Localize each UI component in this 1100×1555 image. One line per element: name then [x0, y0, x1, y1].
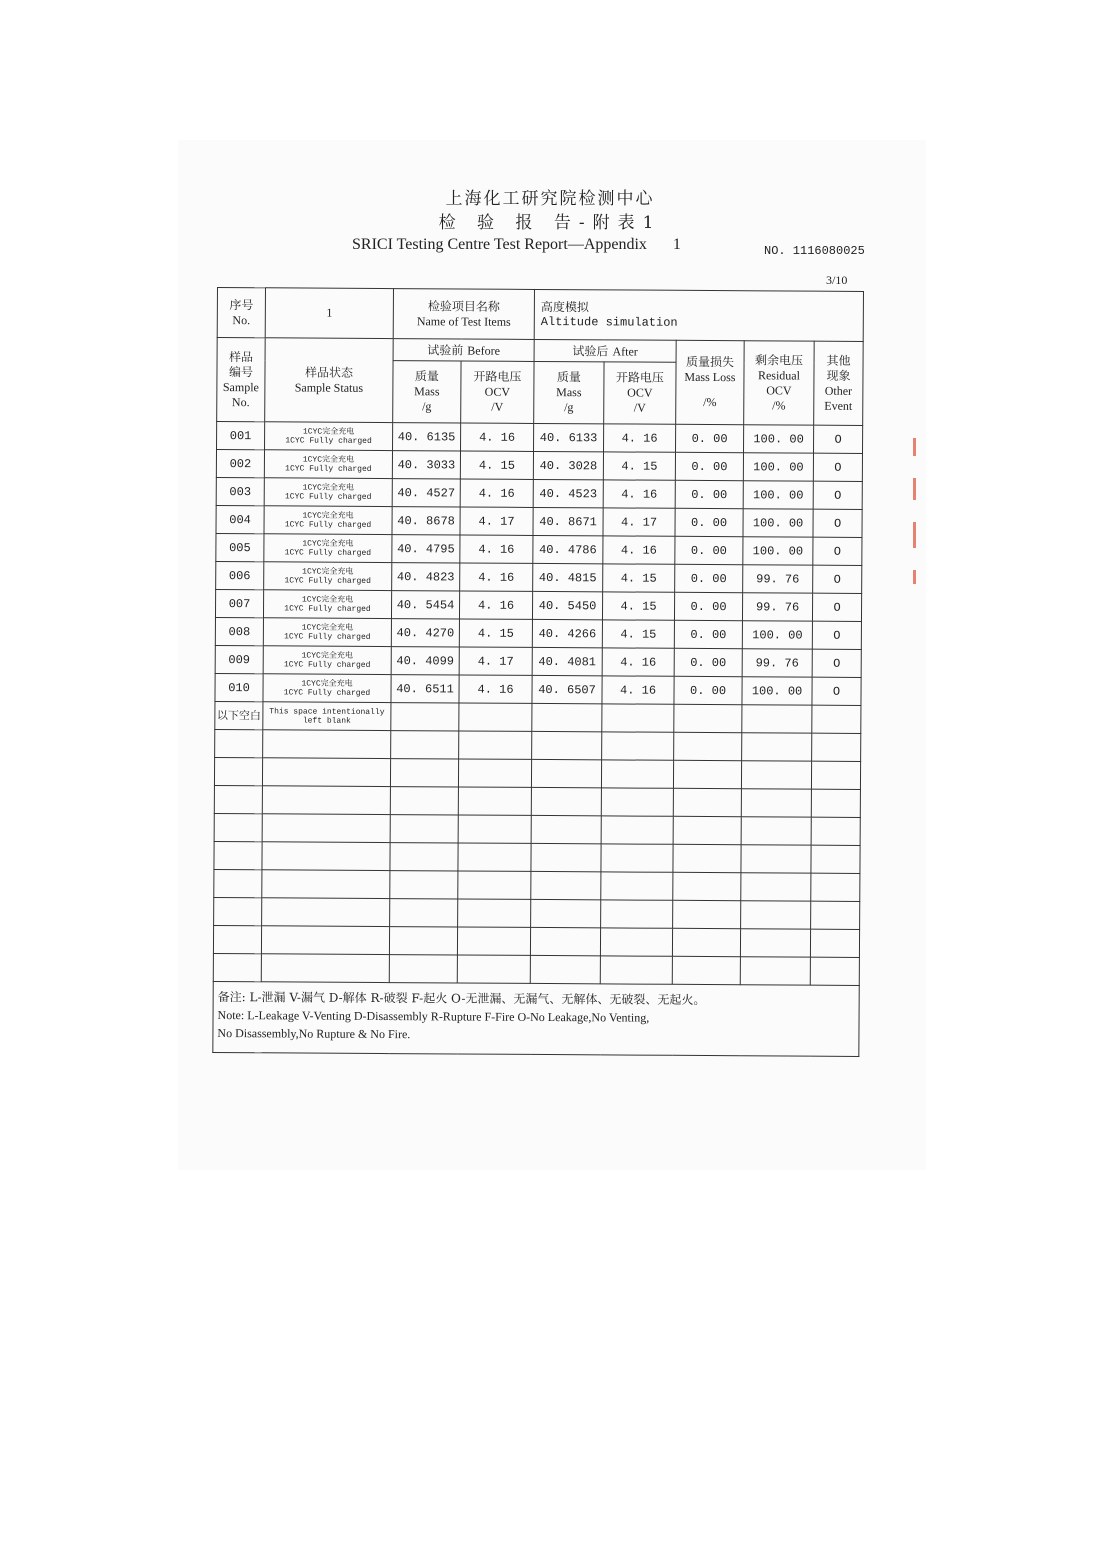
- sample-status: [263, 590, 391, 619]
- status-en: 1CYC Fully charged: [284, 519, 372, 530]
- empty-cell: [262, 814, 390, 843]
- empty-cell: [812, 705, 861, 733]
- blank-text-1: This space intentionally: [269, 706, 385, 717]
- status-en: 1CYC Fully charged: [284, 603, 371, 614]
- table-row: [216, 533, 862, 565]
- empty-cell: [532, 731, 602, 759]
- empty-cell: [741, 873, 811, 901]
- mass-unit: /g: [564, 400, 574, 415]
- empty-cell: [457, 955, 530, 983]
- table-row: [215, 645, 861, 677]
- other-event: O: [813, 537, 862, 565]
- empty-cell: [531, 759, 601, 787]
- empty-cell: [601, 760, 673, 788]
- sample-no: 005: [216, 533, 264, 561]
- mass-after: 40. 6507: [532, 675, 602, 703]
- table-row: [217, 422, 863, 454]
- test-value-en: Altitude simulation: [540, 314, 678, 330]
- ocv-after: 4. 16: [602, 676, 674, 704]
- mass-loss-header: [676, 340, 745, 424]
- empty-row: [214, 785, 860, 817]
- other-en1: Other: [824, 383, 853, 398]
- empty-cell: [811, 817, 860, 845]
- other-event: O: [813, 565, 862, 593]
- blank-text-2: left blank: [302, 716, 351, 726]
- empty-cell: [261, 926, 389, 955]
- sample-no-en1: Sample: [222, 379, 259, 394]
- status-cn: 1CYC完全充电: [301, 623, 354, 633]
- empty-cell: [810, 929, 859, 957]
- residual-ocv: 99. 76: [742, 593, 812, 621]
- appendix-number: 1: [672, 236, 681, 253]
- table-row: [216, 561, 862, 593]
- status-en: 1CYC Fully charged: [285, 463, 372, 474]
- mass-en: Mass: [414, 384, 440, 399]
- empty-cell: [531, 899, 601, 927]
- empty-cell: [674, 704, 742, 732]
- empty-cell: [390, 899, 458, 927]
- ocv-before-header: [461, 361, 534, 423]
- empty-row: [214, 869, 860, 901]
- ocv-after: 4. 15: [602, 592, 674, 620]
- ocv-cn: 开路电压: [615, 370, 665, 385]
- empty-cell: [600, 928, 672, 956]
- status-cn: 1CYC完全充电: [302, 511, 354, 521]
- empty-cell: [672, 956, 740, 984]
- sample-no: 001: [217, 422, 265, 450]
- ocv-en: OCV: [627, 385, 653, 400]
- empty-cell: [742, 733, 812, 761]
- empty-row: [213, 925, 859, 957]
- mass-after: 40. 4266: [532, 619, 602, 647]
- empty-cell: [602, 732, 674, 760]
- status-header: [265, 338, 394, 423]
- residual-ocv: 99. 76: [742, 649, 812, 677]
- mass-en: Mass: [556, 385, 582, 400]
- status-en: 1CYC Fully charged: [284, 491, 372, 502]
- other-cn1: 其他: [826, 353, 851, 368]
- empty-cell: [601, 788, 673, 816]
- status-cn: 1CYC完全充电: [301, 595, 354, 605]
- ocv-after: 4. 15: [603, 564, 675, 592]
- after-cn: 试验后: [572, 343, 609, 358]
- loss-unit: /%: [703, 394, 717, 410]
- empty-cell: [811, 789, 860, 817]
- empty-cell: [601, 872, 673, 900]
- ocv-unit: /V: [633, 400, 646, 415]
- test-name-label: [393, 289, 534, 340]
- test-value-cn: 高度模拟: [540, 299, 589, 315]
- mass-cn: 质量: [556, 370, 582, 385]
- empty-cell: [601, 844, 673, 872]
- empty-cell: [532, 703, 602, 731]
- mass-after: 40. 5450: [532, 591, 602, 619]
- empty-cell: [673, 816, 741, 844]
- residual-header: [744, 341, 815, 425]
- before-header: [393, 339, 534, 362]
- empty-cell: [389, 955, 457, 983]
- empty-row: [214, 897, 860, 929]
- sample-no: 002: [216, 450, 264, 478]
- no-label-en: No.: [232, 312, 251, 327]
- report-title-cn: 检 验 报 告-附表1: [438, 213, 662, 233]
- empty-cell: [389, 927, 457, 955]
- mass-loss: 0. 00: [675, 536, 743, 564]
- mass-after: 40. 4081: [532, 647, 602, 675]
- test-name-value: [534, 289, 863, 341]
- mass-loss: 0. 00: [675, 480, 743, 508]
- table-row: [215, 617, 861, 649]
- empty-cell: [390, 843, 458, 871]
- loss-cn: 质量损失: [686, 354, 735, 370]
- empty-cell: [530, 955, 600, 983]
- empty-cell: [457, 927, 530, 955]
- mass-after-header: [534, 361, 604, 423]
- mass-loss: 0. 00: [674, 620, 742, 648]
- empty-cell: [458, 787, 531, 815]
- empty-cell: [262, 786, 390, 815]
- empty-cell: [812, 733, 861, 761]
- empty-cell: [673, 844, 741, 872]
- sample-status: [264, 534, 392, 563]
- mass-after: 40. 4786: [533, 535, 603, 563]
- empty-cell: [530, 927, 600, 955]
- empty-cell: [390, 815, 458, 843]
- mass-before: 40. 4823: [392, 563, 460, 591]
- empty-cell: [458, 843, 531, 871]
- ocv-en: OCV: [484, 384, 511, 399]
- resid-en1: Residual: [757, 367, 801, 383]
- mass-after: 40. 4815: [533, 563, 603, 591]
- empty-cell: [458, 759, 531, 787]
- sample-status: [264, 506, 392, 535]
- sample-no: 007: [215, 589, 263, 617]
- residual-ocv: 100. 00: [743, 453, 813, 481]
- page-number: 3/10: [826, 273, 848, 287]
- no-label-cn: 序号: [229, 297, 254, 312]
- before-en: Before: [467, 343, 501, 358]
- status-cn: 样品状态: [304, 365, 354, 380]
- ocv-before: 4. 16: [460, 479, 533, 507]
- empty-cell: [214, 869, 262, 897]
- sample-no-cn1: 样品: [229, 349, 254, 364]
- sample-no: 009: [215, 645, 263, 673]
- other-event: O: [813, 453, 862, 481]
- empty-cell: [214, 785, 262, 813]
- empty-cell: [214, 757, 262, 785]
- mass-after: 40. 6133: [534, 423, 604, 451]
- org-title-cn: 上海化工研究院检测中心: [445, 189, 655, 209]
- mass-before: 40. 4795: [392, 535, 460, 563]
- table-row: [216, 450, 862, 482]
- status-cn: 1CYC完全充电: [301, 651, 353, 661]
- test-name-cn: 检验项目名称: [427, 298, 500, 314]
- ocv-after: 4. 17: [603, 508, 675, 536]
- empty-cell: [391, 731, 459, 759]
- mass-before: 40. 4527: [392, 479, 460, 507]
- ocv-before: 4. 15: [459, 619, 532, 647]
- blank-row: [215, 701, 861, 733]
- empty-cell: [390, 787, 458, 815]
- mass-cn: 质量: [414, 369, 440, 384]
- empty-cell: [390, 871, 458, 899]
- residual-ocv: 100. 00: [742, 621, 812, 649]
- sample-status: [265, 422, 393, 451]
- empty-cell: [458, 815, 531, 843]
- mass-after: 40. 8671: [533, 507, 603, 535]
- after-header: [534, 339, 676, 362]
- sample-no: 010: [215, 673, 263, 701]
- ocv-cn: 开路电压: [473, 369, 522, 384]
- other-event: O: [814, 425, 863, 453]
- status-en: 1CYC Fully charged: [283, 687, 371, 698]
- empty-cell: [811, 873, 860, 901]
- empty-cell: [263, 730, 391, 759]
- note-cn: 备注: L-泄漏 V-漏气 D-解体 R-破裂 F-起火 O-无泄漏、无漏气、无解体、无破裂、无起火。: [217, 990, 706, 1007]
- status-en: Sample Status: [294, 379, 364, 395]
- empty-cell: [214, 813, 262, 841]
- sample-status: [264, 450, 392, 479]
- empty-cell: [459, 731, 532, 759]
- residual-ocv: 100. 00: [743, 481, 813, 509]
- ocv-before: 4. 16: [461, 423, 534, 451]
- empty-cell: [262, 842, 390, 871]
- other-en2: Event: [824, 398, 853, 413]
- mass-before: 40. 6135: [393, 423, 461, 451]
- status-cn: 1CYC完全充电: [302, 455, 355, 465]
- mass-loss: 0. 00: [675, 564, 743, 592]
- empty-cell: [601, 900, 673, 928]
- mass-before: 40. 6511: [391, 675, 459, 703]
- blank-text: [263, 702, 391, 731]
- empty-cell: [811, 901, 860, 929]
- sample-status: [264, 478, 392, 507]
- status-en: 1CYC Fully charged: [284, 575, 371, 586]
- header-row-1: [217, 338, 863, 364]
- empty-row: [215, 729, 861, 761]
- note-cell: [213, 981, 859, 1056]
- empty-cell: [531, 843, 601, 871]
- sample-status: [264, 562, 392, 591]
- note-en-1: Note: L-Leakage V-Venting D-Disassembly R-Rupture F-Fire O-No Leakage,No Venting,: [217, 1008, 650, 1025]
- empty-cell: [741, 789, 811, 817]
- sample-no-cn2: 编号: [228, 364, 254, 379]
- residual-ocv: 100. 00: [743, 509, 813, 537]
- empty-row: [214, 757, 860, 789]
- before-cn: 试验前: [427, 342, 464, 358]
- status-cn: 1CYC完全充电: [302, 539, 354, 549]
- residual-ocv: 100. 00: [742, 677, 812, 705]
- sample-no-header: [217, 338, 266, 422]
- mass-loss: 0. 00: [675, 508, 743, 536]
- empty-cell: [673, 788, 741, 816]
- sample-no: 008: [215, 617, 263, 645]
- mass-before: 40. 4099: [391, 647, 459, 675]
- report-title-en: [352, 236, 681, 254]
- mass-before: 40. 4270: [391, 619, 459, 647]
- sample-no-en2: No.: [231, 394, 250, 409]
- empty-cell: [740, 957, 810, 985]
- ocv-after: 4. 16: [603, 480, 675, 508]
- resid-unit: /%: [772, 397, 786, 412]
- empty-cell: [810, 957, 859, 985]
- empty-cell: [531, 871, 601, 899]
- empty-cell: [741, 761, 811, 789]
- empty-cell: [458, 871, 531, 899]
- mass-after: 40. 3028: [533, 451, 603, 479]
- ocv-after: 4. 15: [603, 452, 675, 480]
- empty-cell: [531, 815, 601, 843]
- empty-cell: [742, 705, 812, 733]
- sample-status: [263, 646, 391, 675]
- ocv-before: 4. 16: [459, 675, 532, 703]
- other-event: O: [812, 621, 861, 649]
- other-event: O: [813, 509, 862, 537]
- table-row: [215, 589, 861, 621]
- status-en: 1CYC Fully charged: [284, 547, 372, 558]
- empty-cell: [261, 954, 389, 983]
- ocv-after-header: [604, 362, 676, 424]
- table-row: [216, 477, 862, 509]
- ocv-after: 4. 15: [602, 620, 674, 648]
- other-event: O: [812, 593, 861, 621]
- empty-cell: [602, 704, 674, 732]
- sample-status: [263, 674, 391, 703]
- no-value: 1: [265, 288, 393, 339]
- residual-ocv: 99. 76: [743, 565, 813, 593]
- empty-cell: [740, 929, 810, 957]
- other-event: O: [812, 677, 861, 705]
- red-stamp-edge: [908, 438, 920, 578]
- empty-cell: [600, 956, 672, 984]
- empty-cell: [672, 928, 740, 956]
- empty-cell: [262, 870, 390, 899]
- mass-before-header: [393, 361, 461, 423]
- no-label: [217, 288, 265, 338]
- empty-cell: [811, 845, 860, 873]
- empty-cell: [601, 816, 673, 844]
- sample-no: 004: [216, 505, 264, 533]
- empty-cell: [741, 845, 811, 873]
- empty-cell: [531, 787, 601, 815]
- status-en: 1CYC Fully charged: [283, 659, 371, 670]
- empty-cell: [215, 729, 263, 757]
- ocv-after: 4. 16: [604, 424, 676, 452]
- status-cn: 1CYC完全充电: [301, 679, 353, 689]
- table-row: [215, 673, 861, 705]
- table-row: [216, 505, 862, 537]
- empty-row: [213, 953, 859, 985]
- note-en-2: No Disassembly,No Rupture & No Fire.: [217, 1026, 411, 1042]
- mass-loss: 0. 00: [675, 452, 743, 480]
- mass-loss: 0. 00: [674, 676, 742, 704]
- report-title-en-text: SRICI Testing Centre Test Report—Appendix: [352, 236, 647, 253]
- test-item-row: [217, 288, 863, 342]
- other-event-header: [814, 341, 864, 425]
- ocv-before: 4. 16: [460, 535, 533, 563]
- empty-row: [214, 813, 860, 845]
- ocv-unit: /V: [491, 399, 504, 414]
- test-name-en: Name of Test Items: [416, 313, 511, 329]
- mass-loss: 0. 00: [674, 648, 742, 676]
- mass-before: 40. 5454: [391, 591, 459, 619]
- empty-cell: [458, 899, 531, 927]
- resid-cn: 剩余电压: [755, 352, 804, 368]
- empty-cell: [214, 841, 262, 869]
- status-cn: 1CYC完全充电: [302, 483, 354, 493]
- mass-loss: 0. 00: [676, 424, 744, 452]
- loss-en: Mass Loss: [684, 369, 736, 385]
- empty-cell: [673, 872, 741, 900]
- empty-cell: [214, 897, 262, 925]
- sample-no: 003: [216, 477, 264, 505]
- empty-cell: [741, 817, 811, 845]
- other-event: O: [812, 649, 861, 677]
- ocv-after: 4. 16: [602, 648, 674, 676]
- empty-cell: [673, 900, 741, 928]
- empty-cell: [213, 925, 261, 953]
- empty-cell: [262, 898, 390, 927]
- empty-cell: [673, 760, 741, 788]
- results-table: [212, 287, 864, 1057]
- residual-ocv: 100. 00: [744, 425, 814, 453]
- empty-cell: [811, 761, 860, 789]
- empty-cell: [262, 758, 390, 787]
- ocv-before: 4. 16: [459, 591, 532, 619]
- report-number: NO. 1116080025: [764, 244, 865, 258]
- mass-unit: /g: [422, 399, 432, 414]
- ocv-before: 4. 16: [460, 563, 533, 591]
- empty-cell: [391, 703, 459, 731]
- empty-cell: [741, 901, 811, 929]
- sample-no: 006: [216, 561, 264, 589]
- empty-cell: [459, 703, 532, 731]
- mass-after: 40. 4523: [533, 479, 603, 507]
- residual-ocv: 100. 00: [743, 537, 813, 565]
- status-cn: 1CYC完全充电: [302, 567, 354, 577]
- other-cn2: 现象: [826, 368, 851, 383]
- empty-cell: [390, 759, 458, 787]
- empty-cell: [213, 953, 261, 981]
- after-en: After: [612, 343, 638, 359]
- empty-row: [214, 841, 860, 873]
- status-cn: 1CYC完全充电: [302, 427, 355, 437]
- blank-no: 以下空白: [215, 701, 263, 729]
- resid-en2: OCV: [766, 382, 792, 398]
- ocv-before: 4. 17: [460, 507, 533, 535]
- mass-before: 40. 8678: [392, 507, 460, 535]
- sample-status: [263, 618, 391, 647]
- status-en: 1CYC Fully charged: [284, 631, 371, 642]
- other-event: O: [813, 481, 862, 509]
- empty-cell: [674, 732, 742, 760]
- mass-before: 40. 3033: [392, 451, 460, 479]
- mass-loss: 0. 00: [674, 592, 742, 620]
- note-row: [213, 981, 859, 1056]
- ocv-before: 4. 17: [459, 647, 532, 675]
- ocv-after: 4. 16: [603, 536, 675, 564]
- ocv-before: 4. 15: [460, 451, 533, 479]
- status-en: 1CYC Fully charged: [285, 435, 372, 446]
